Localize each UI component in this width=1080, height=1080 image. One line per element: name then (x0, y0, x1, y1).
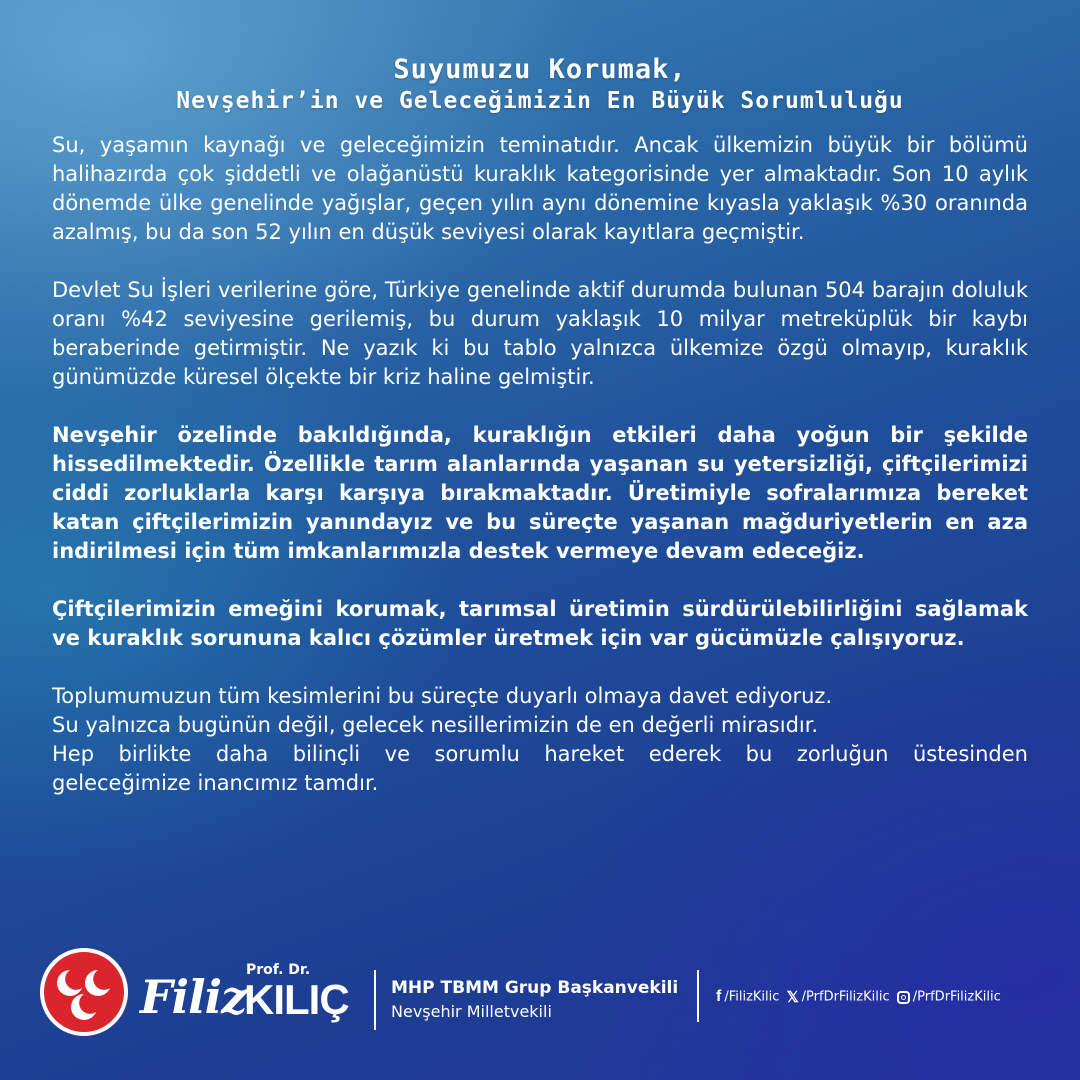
social-handles (716, 988, 1001, 1006)
paragraph-5-line: geleceğimize inancımız tamdır. (52, 771, 379, 795)
paragraph-3: Nevşehir özelinde bakıldığında, kuraklığın etkileri daha yoğun bir şekilde hissedilmektedir. Özellikle tarım alanlarında yaşanan su yetersizliği, çiftçilerimizi ciddi zorluklarla karşı karşıya bırakmaktadır. Üretimiyle sofralarımıza bereket katan çiftçilerimizin yanındayız ve bu süreçte yaşanan mağduriyetlerin en aza indirilmesi için tüm imkanlarımızla destek vermeye devam edeceğiz. (52, 423, 1028, 563)
paragraph-5-line: Toplumumuzun tüm kesimlerini bu süreçte duyarlı olmaya davet ediyoruz. (52, 684, 833, 708)
divider (697, 970, 699, 1022)
signature: Filiz (140, 970, 247, 1024)
mhp-logo-icon (40, 948, 128, 1036)
x-handle[interactable]: /PrfDrFilizKilic (801, 989, 890, 1005)
paragraph-5-line: Hep birlikte daha bilinçli ve sorumlu hareket ederek bu zorluğun üstesinden (52, 742, 1028, 766)
footer (0, 940, 1080, 1050)
role-title: MHP TBMM Grup Başkanvekili (391, 978, 679, 998)
constituency: Nevşehir Milletvekili (391, 1002, 552, 1021)
facebook-icon: f (716, 988, 722, 1005)
paragraph-4: Çiftçilerimizin emeğini korumak, tarımsal üretimin sürdürülebilirliğini sağlamak ve kuraklık sorununa kalıcı çözümler üretmek için var gücümüzle çalışıyoruz. (52, 597, 1028, 650)
divider (374, 970, 376, 1030)
x-icon: 𝕏 (786, 989, 799, 1006)
paragraph-5 (52, 682, 1028, 798)
surname: KILIÇ (244, 976, 349, 1023)
instagram-icon (897, 991, 910, 1004)
paragraph-2: Devlet Su İşleri verilerine göre, Türkiye genelinde aktif durumda bulunan 504 barajın doluluk oranı %42 seviyesine gerilemiş, bu durum yaklaşık 10 milyar metreküplük bir kaybı beraberinde getirmiştir. Ne yazık ki bu tablo yalnızca ülkemize özgü olmayıp, kuraklık günümüzde küresel ölçekte bir kriz haline gelmiştir. (52, 278, 1028, 389)
title-line-2: Nevşehir’in ve Geleceğimizin En Büyük Sorumluluğu (176, 88, 904, 114)
instagram-handle[interactable]: /PrfDrFilizKilic (912, 989, 1001, 1005)
paragraph-1: Su, yaşamın kaynağı ve geleceğimizin teminatıdır. Ancak ülkemizin büyük bir bölümü halihazırda çok şiddetli ve olağanüstü kuraklık kategorisinde yer almaktadır. Son 10 aylık dönemde ülke genelinde yağışlar, geçen yılın aynı dönemine kıyasla yaklaşık %30 oranında azalmış, bu da son 52 yılın en düşük seviyesi olarak kayıtlara geçmiştir. (52, 133, 1028, 244)
facebook-handle[interactable]: /FilizKilic (724, 989, 780, 1005)
title-line-1: Suyumuzu Korumak, (393, 54, 687, 85)
statement-body (52, 131, 1028, 827)
paragraph-5-line: Su yalnızca bugünün değil, gelecek nesillerimizin de en değerli mirasıdır. (52, 713, 819, 737)
academic-title: Prof. Dr. (246, 962, 311, 978)
